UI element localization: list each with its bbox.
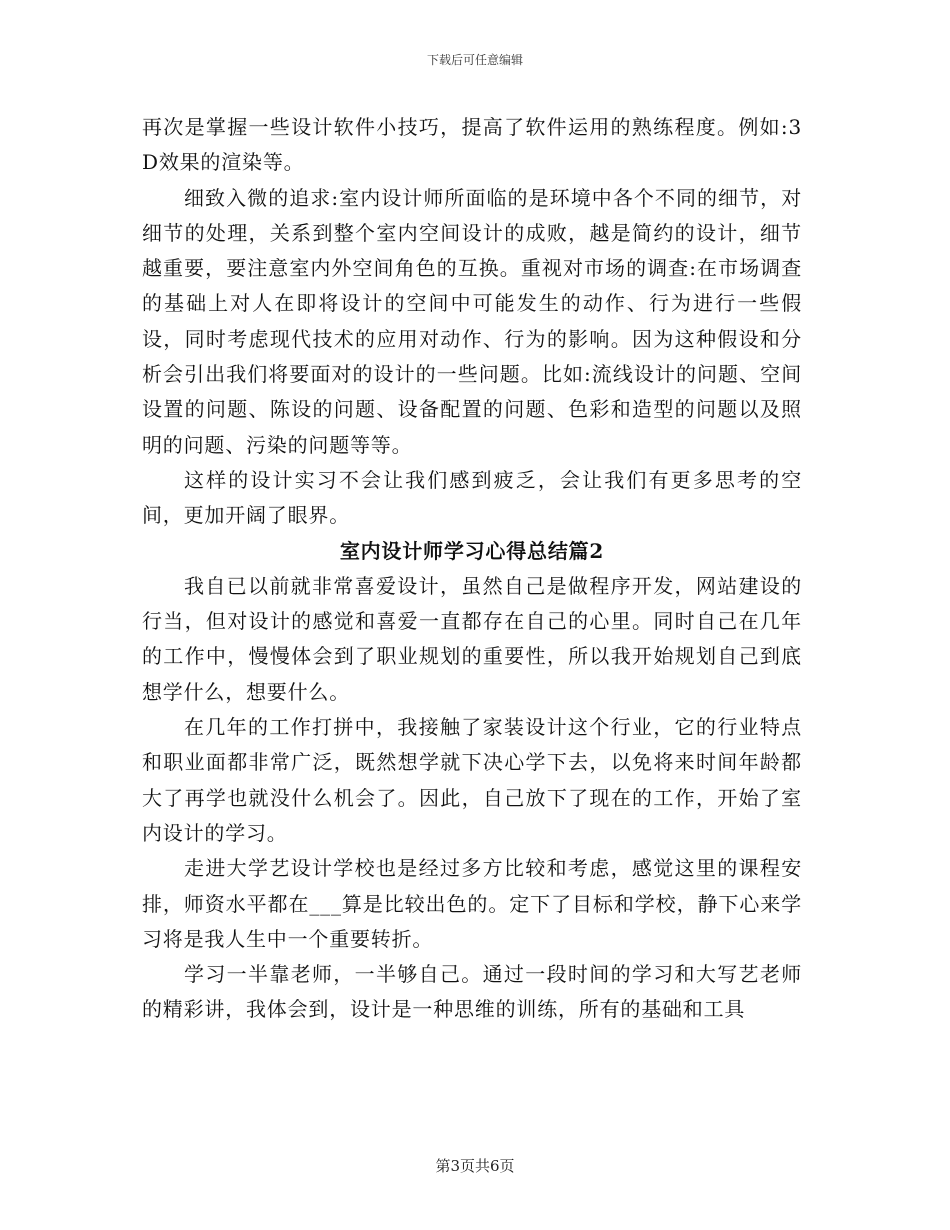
- paragraph-3: 这样的设计实习不会让我们感到疲乏，会让我们有更多思考的空间，更加开阔了眼界。: [142, 467, 802, 528]
- paragraph-2: 细致入微的追求:室内设计师所面临的是环境中各个不同的细节，对细节的处理，关系到整个室内空间设计的成败，越是简约的设计，细节越重要，要注意室内外空间角色的互换。重视对市场的调查:在市场调查的基础上对人在即将设计的空间中可能发生的动作、行为进行一些假设，同时考虑现代技术的应用对动作、行为的影响。因为这种假设和分析会引出我们将要面对的设计的一些问题。比如:流线设计的问题、空间设置的问题、陈设的问题、设备配置的问题、色彩和造型的问题以及照明的问题、污染的问题等等。: [142, 185, 802, 457]
- paragraph-4: 我自已以前就非常喜爱设计，虽然自己是做程序开发，网站建设的行当，但对设计的感觉和喜爱一直都存在自己的心里。同时自己在几年的工作中，慢慢体会到了职业规划的重要性，所以我开始规划自己到底想学什么，想要什么。: [142, 573, 802, 704]
- document-body: [142, 110, 802, 1028]
- paragraph-1: 再次是掌握一些设计软件小技巧，提高了软件运用的熟练程度。例如:3D效果的渲染等。: [142, 115, 802, 175]
- page-header: 下载后可任意编辑: [426, 53, 523, 67]
- page-footer: 第3页共6页: [435, 1157, 515, 1175]
- paragraph-7: 学习一半靠老师，一半够自己。通过一段时间的学习和大写艺老师的精彩讲，我体会到，设计是一种思维的训练，所有的基础和工具: [142, 962, 802, 1022]
- paragraph-5: 在几年的工作打拼中，我接触了家装设计这个行业，它的行业特点和职业面都非常广泛，既然想学就下决心学下去，以免将来时间年龄都大了再学也就没什么机会了。因此，自己放下了现在的工作，开始了室内设计的学习。: [142, 715, 802, 845]
- section-title: 室内设计师学习心得总结篇2: [339, 538, 605, 563]
- paragraph-6: 走进大学艺设计学校也是经过多方比较和考虑，感觉这里的课程安排，师资水平都在___算是比较出色的。定下了目标和学校，静下心来学习将是我人生中一个重要转折。: [142, 856, 802, 951]
